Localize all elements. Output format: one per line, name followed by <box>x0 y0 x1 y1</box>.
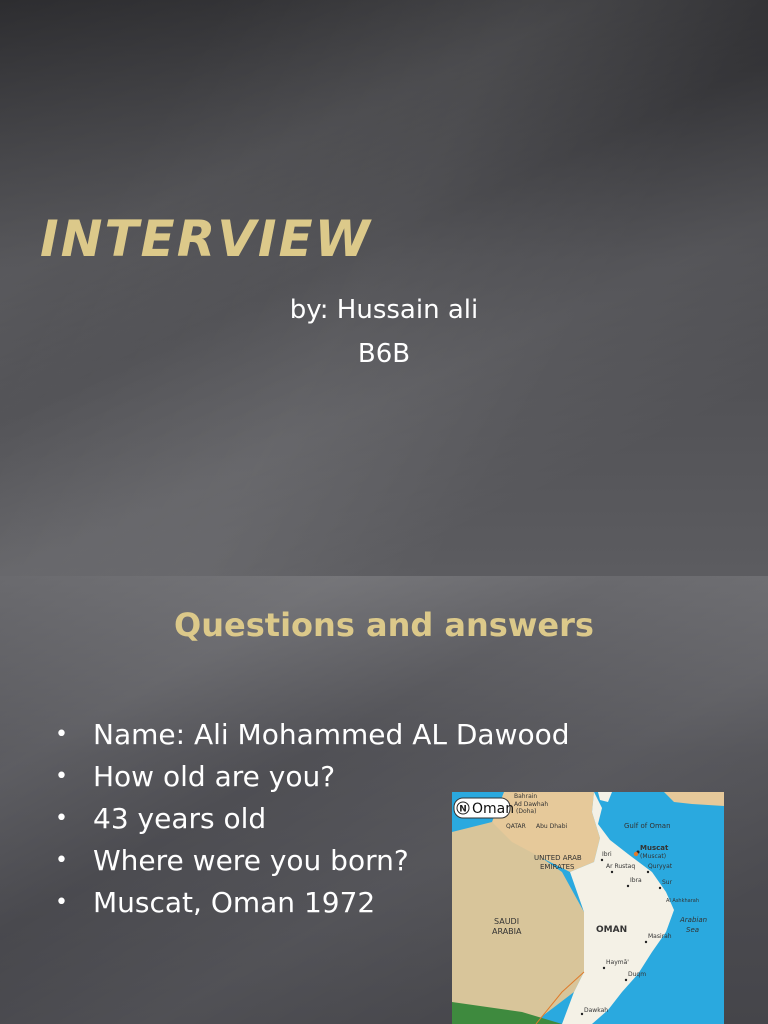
city-marker <box>603 967 605 969</box>
map-label-masirah: Masirah <box>648 933 672 940</box>
city-marker <box>647 871 649 873</box>
list-item: • How old are you? <box>55 756 570 798</box>
map-label-bahrain: Bahrain <box>514 793 538 800</box>
class-code: B6B <box>357 339 411 369</box>
map-label-sur: Sur <box>662 879 673 886</box>
map-label-oman: OMAN <box>596 925 628 935</box>
oman-map <box>452 792 724 1024</box>
city-marker <box>625 979 627 981</box>
byline-block <box>0 288 768 376</box>
slide-title: Questions and answers <box>174 606 594 644</box>
map-label-uae-1: UNITED ARAB <box>534 854 582 862</box>
map-label-muscat: Muscat <box>640 844 669 852</box>
qa-slide <box>0 576 768 1024</box>
north-label: N <box>459 804 467 815</box>
map-label-ibri: Ibri <box>602 851 612 858</box>
list-item: • Name: Ali Mohammed AL Dawood <box>55 714 570 756</box>
author-line: by: Hussain ali <box>289 295 479 325</box>
slide-title: INTERVIEW <box>40 210 372 268</box>
map-country-label: Oman <box>472 801 515 817</box>
map-label-hayma: Haymā' <box>606 959 629 966</box>
city-marker <box>581 1013 583 1015</box>
list-item: • 43 years old <box>55 798 570 840</box>
city-marker <box>645 941 647 943</box>
map-label-ibra: Ibra <box>630 877 642 884</box>
list-item: • Where were you born? <box>55 840 570 882</box>
map-label-saudi-2: ARABIA <box>492 927 522 936</box>
map-label-al-ashkharah: Al Ashkharah <box>666 898 700 904</box>
map-label-qatar: QATAR <box>506 823 526 830</box>
map-label-gulf-of-oman: Gulf of Oman <box>624 822 671 830</box>
city-marker <box>611 871 613 873</box>
map-label-dawkah: Dawkah <box>584 1007 609 1014</box>
map-label-uae-2: EMIRATES <box>540 863 575 871</box>
map-label-ad-dawhah: Ad Dawhah <box>514 801 549 808</box>
city-marker <box>627 885 629 887</box>
city-marker <box>659 887 661 889</box>
map-label-arabian-sea-2: Sea <box>686 926 700 934</box>
capital-marker <box>634 852 638 856</box>
map-label-ar-rustaq: Ar Rustaq <box>606 863 636 870</box>
map-label-muscat-paren: (Muscat) <box>640 853 667 860</box>
map-label-duqm: Duqm <box>628 971 647 978</box>
map-label-quryyat: Quryyat <box>648 863 673 870</box>
map-label-abu-dhabi: Abu Dhabi <box>536 823 568 830</box>
map-label-doha: (Doha) <box>516 808 537 815</box>
map-label-saudi-1: SAUDI <box>494 917 520 926</box>
city-marker <box>601 859 603 861</box>
list-item: • Muscat, Oman 1972 <box>55 882 570 924</box>
map-label-arabian-sea-1: Arabian <box>680 916 708 924</box>
